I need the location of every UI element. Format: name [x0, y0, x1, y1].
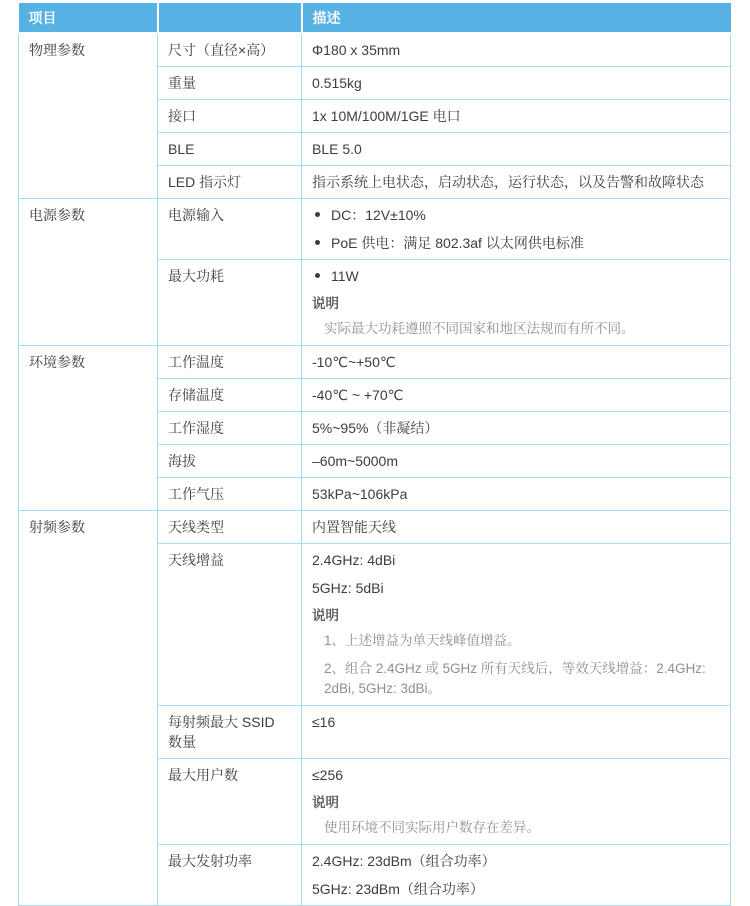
description-cell	[302, 412, 731, 445]
desc-text: ≤256	[312, 767, 344, 783]
item-label-cell: 海拔	[158, 445, 302, 478]
desc-text: 2.4GHz: 4dBi	[312, 552, 396, 568]
table-row	[19, 511, 731, 544]
description-cell	[302, 511, 731, 544]
desc-note: 实际最大功耗遵照不同国家和地区法规而有所不同。	[324, 321, 635, 336]
desc-text: 5GHz: 5dBi	[312, 580, 384, 596]
desc-text: -40℃ ~ +70℃	[312, 387, 404, 403]
description-cell	[302, 379, 731, 412]
description-cell	[302, 759, 731, 845]
item-label-cell: 最大发射功率	[158, 845, 302, 906]
header-col-item: 项目	[19, 3, 158, 33]
desc-text: Φ180 x 35mm	[312, 42, 401, 58]
desc-text: 2.4GHz: 23dBm（组合功率）	[312, 853, 496, 869]
item-label-cell: 每射频最大 SSID 数量	[158, 706, 302, 759]
item-label-cell: 接口	[158, 100, 302, 133]
item-label-cell: 电源输入	[158, 199, 302, 260]
description-cell	[302, 33, 731, 67]
category-cell: 射频参数	[19, 511, 158, 906]
item-label-cell: 存储温度	[158, 379, 302, 412]
desc-note-label: 说明	[312, 296, 339, 311]
item-label-cell: 天线类型	[158, 511, 302, 544]
description-cell	[302, 166, 731, 199]
description-cell	[302, 199, 731, 260]
desc-note-label: 说明	[312, 795, 339, 810]
description-cell	[302, 260, 731, 346]
desc-text: 5GHz: 23dBm（组合功率）	[312, 881, 484, 897]
desc-text: ≤16	[312, 714, 336, 730]
item-label-cell: 最大功耗	[158, 260, 302, 346]
table-row	[19, 33, 731, 67]
desc-text: 0.515kg	[312, 75, 362, 91]
desc-text: 1x 10M/100M/1GE 电口	[312, 108, 461, 124]
desc-bullet: 11W	[312, 266, 720, 286]
header-col-spacer	[158, 3, 302, 33]
description-cell	[302, 133, 731, 166]
desc-text: 53kPa~106kPa	[312, 486, 408, 502]
desc-text: 5%~95%（非凝结）	[312, 420, 439, 436]
header-col-desc: 描述	[302, 3, 731, 33]
table-body	[19, 33, 731, 906]
desc-note: 1、上述增益为单天线峰值增益。	[324, 633, 521, 648]
desc-note: 2、组合 2.4GHz 或 5GHz 所有天线后，等效天线增益：2.4GHz: 2dBi, 5GHz: 3dBi。	[324, 661, 706, 696]
description-cell	[302, 845, 731, 906]
description-cell	[302, 445, 731, 478]
desc-note: 使用环境不同实际用户数存在差异。	[324, 820, 540, 835]
item-label-cell: 最大用户数	[158, 759, 302, 845]
item-label-cell: 尺寸（直径×高）	[158, 33, 302, 67]
category-cell: 环境参数	[19, 346, 158, 511]
desc-bullet: DC：12V±10%	[312, 205, 720, 225]
desc-note-label: 说明	[312, 608, 339, 623]
item-label-cell: 重量	[158, 67, 302, 100]
description-cell	[302, 346, 731, 379]
desc-text: BLE 5.0	[312, 141, 362, 157]
table-row	[19, 346, 731, 379]
item-label-cell: BLE	[158, 133, 302, 166]
item-label-cell: 工作湿度	[158, 412, 302, 445]
table-header	[19, 3, 731, 33]
category-cell: 电源参数	[19, 199, 158, 346]
desc-text: 内置智能天线	[312, 519, 396, 535]
item-label-cell: LED 指示灯	[158, 166, 302, 199]
item-label-cell: 天线增益	[158, 544, 302, 706]
spec-table	[18, 3, 731, 906]
description-cell	[302, 67, 731, 100]
description-cell	[302, 478, 731, 511]
desc-text: -10℃~+50℃	[312, 354, 396, 370]
description-cell	[302, 100, 731, 133]
description-cell	[302, 544, 731, 706]
table-row	[19, 199, 731, 260]
desc-text: –60m~5000m	[312, 453, 399, 469]
category-cell: 物理参数	[19, 33, 158, 199]
description-cell	[302, 706, 731, 759]
desc-bullet: PoE 供电：满足 802.3af 以太网供电标准	[312, 233, 720, 253]
item-label-cell: 工作气压	[158, 478, 302, 511]
desc-text: 指示系统上电状态，启动状态，运行状态，以及告警和故障状态	[312, 174, 704, 190]
item-label-cell: 工作温度	[158, 346, 302, 379]
